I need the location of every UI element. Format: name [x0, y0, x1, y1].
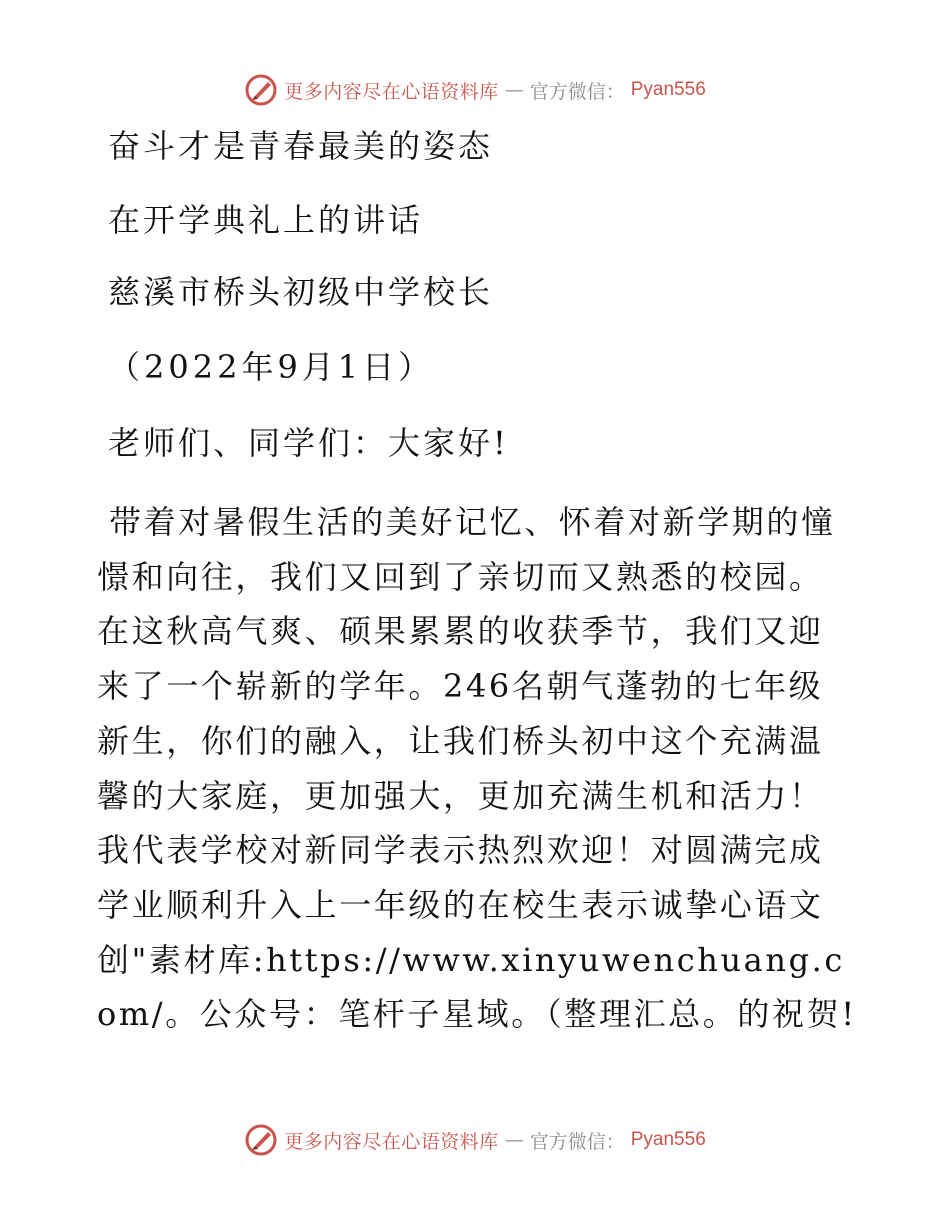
watermark-separator: —	[504, 1129, 524, 1151]
header-watermark	[0, 73, 950, 107]
document-title: 奋斗才是青春最美的姿态	[108, 127, 494, 165]
watermark-text: 更多内容尽在心语资料库	[284, 80, 499, 103]
greeting-line: 老师们、同学们：大家好!	[108, 424, 509, 462]
watermark-label: 官方微信：	[529, 1130, 625, 1153]
speech-paragraph: 带着对暑假生活的美好记忆、怀着对新学期的憧憬和向往，我们又回到了亲切而又熟悉的校园。在这秋高气爽、硕果累累的收获季节，我们又迎来了一个崭新的学年。246名朝气蓬勃的七年级新生，你们的融入，让我们桥头初中这个充满温馨的大家庭，更加强大，更加充满生机和活力！我代表学校对新同学表示热烈欢迎！对圆满完成学业顺利升入上一年级的在校生表示诚挚心语文创"素材库:https://www.xinyuwenchuang.com/。公众号：笔杆子星域。（整理汇总。的祝贺!	[97, 503, 857, 1034]
logo-icon	[244, 73, 278, 107]
watermark-text: 更多内容尽在心语资料库	[284, 1130, 499, 1153]
speaker-line: 慈溪市桥头初级中学校长	[108, 273, 494, 311]
logo-icon	[244, 1123, 278, 1157]
watermark-wechat-id: Pyan556	[630, 1129, 706, 1150]
watermark-label: 官方微信：	[529, 80, 625, 103]
watermark-separator: —	[504, 79, 524, 101]
footer-watermark	[0, 1123, 950, 1157]
document-subtitle: 在开学典礼上的讲话	[108, 201, 424, 239]
watermark-wechat-id: Pyan556	[630, 79, 706, 100]
date-line: （2022年9月1日）	[108, 348, 435, 386]
